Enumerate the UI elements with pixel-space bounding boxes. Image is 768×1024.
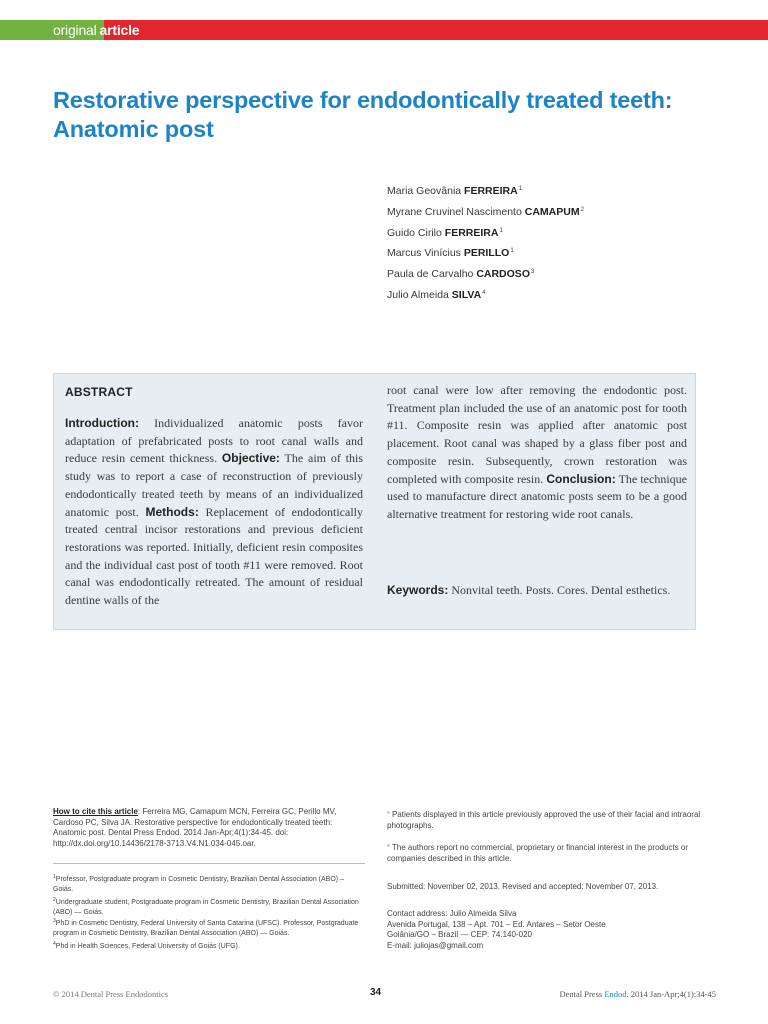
- header-red-band: [104, 20, 768, 40]
- affiliation-sup: 4: [53, 941, 56, 947]
- affiliation-sup: 2: [53, 897, 56, 903]
- objective-label: Objective:: [221, 451, 280, 466]
- affiliation-text: PhD in Cosmetic Dentistry, Federal University of Santa Catarina (UFSC). Professor, Postgraduate program in Cosmetic Dentistry, Brazilian Dental Association (ABO) — Goiás.: [53, 920, 359, 937]
- author: [387, 242, 584, 263]
- abstract-heading: ABSTRACT: [65, 385, 133, 399]
- affiliation: [53, 940, 365, 952]
- author-surname: SILVA: [451, 288, 482, 301]
- affiliation-text: Phd in Health Sciences, Federal University of Goiás (UFG).: [55, 943, 240, 950]
- author-affil-sup: 1: [518, 186, 523, 192]
- methods-text: Replacement of endodontically treated central incisor restorations and previous deficient restorations was reported. Initially, deficient resin composites and the individual cast post of tooth #11 were removed. Root canal was endodontically retreated. The amount of residual dentine walls of the: [65, 504, 364, 608]
- abstract-right-column: [387, 382, 687, 524]
- footer-journal: [559, 989, 716, 999]
- footer-copyright: © 2014 Dental Press Endodontics: [53, 989, 169, 999]
- affiliation: [53, 873, 365, 894]
- divider: [53, 863, 365, 864]
- author: [387, 180, 584, 201]
- contact-email: E-mail: juliojas@gmail.com: [387, 940, 484, 950]
- note-mark: »: [387, 843, 390, 849]
- author-given: Maria Geovânia: [387, 185, 462, 197]
- affiliation: [53, 917, 365, 938]
- author-affil-sup: 2: [580, 206, 584, 213]
- patient-consent-text: Patients displayed in this article previously approved the use of their facial and intraoral photographs.: [387, 810, 701, 830]
- note-mark: »: [387, 810, 390, 816]
- section-label-original: original: [53, 22, 97, 38]
- author-affil-sup: 4: [482, 289, 486, 296]
- author-surname: FERREIRA: [464, 185, 518, 197]
- methods-continued-text: root canal were low after removing the endodontic post. Treatment plan included the use of an anatomic post for tooth #11. Composite resin was applied after anatomic post placement. Root canal was shaped by a glass fiber post and composite resin. Subsequently, crown restoration was completed with composite resin.: [387, 383, 687, 486]
- author-given: Paula de Carvalho: [387, 268, 474, 281]
- intro-label: Introduction:: [65, 416, 139, 430]
- keywords-label: Keywords:: [387, 583, 449, 597]
- submission-dates: Submitted: November 02, 2013. Revised and accepted: November 07, 2013.: [387, 882, 659, 891]
- affiliation: [53, 896, 365, 917]
- section-label: [53, 20, 139, 40]
- abstract-box: [53, 373, 696, 630]
- contact-address: [387, 909, 702, 951]
- author-affil-sup: 1: [510, 248, 514, 255]
- affiliation-text: Undergraduate student, Postgraduate program in Cosmetic Dentistry, Brazilian Dental Association (ABO) — Goiás.: [53, 899, 359, 916]
- journal-name: Dental Press: [559, 989, 605, 999]
- keywords-text: Nonvital teeth. Posts. Cores. Dental esthetics.: [448, 583, 671, 597]
- citation-label: How to cite this article: [53, 807, 138, 816]
- affiliation-sup: 3: [53, 918, 56, 924]
- author-affil-sup: 1: [499, 227, 503, 234]
- contact-line: Avenida Portugal, 138 – Apt. 701 – Ed. Antares – Setor Oeste: [387, 919, 606, 929]
- author-surname: CARDOSO: [476, 268, 530, 281]
- objective-text: The aim of this study was to report a case of reconstruction of previously endodontically treated teeth by means of an individualized anatomic post.: [65, 451, 363, 519]
- journal-brand: Endod.: [604, 989, 629, 999]
- abstract-left-column: [65, 415, 363, 610]
- author-surname: FERREIRA: [444, 226, 499, 239]
- interest-note: [387, 841, 702, 864]
- author-given: Marcus Vinícius: [387, 247, 461, 260]
- conclusion-text: The technique used to manufacture direct anatomic posts seem to be a good alternative treatment for restoring wide root canals.: [387, 471, 687, 521]
- contact-line: Contact address: Julio Almeida Silva: [387, 909, 517, 918]
- citation-text: : Ferreira MG, Camapum MCN, Ferreira GC, Perillo MV, Cardoso PC, Silva JA. Restorative perspective for endodontically treated teeth: Anatomic post. Dental Press Endod. 2014 Jan-Apr;4(1):34-45. doi: http://dx.doi.org/10.14436/2178-3713.V4.N1.034-045.oar.: [53, 807, 337, 848]
- interest-text: The authors report no commercial, proprietary or financial interest in the products or companies described in this article.: [387, 843, 688, 863]
- page-number: 34: [370, 987, 382, 998]
- methods-label: Methods:: [145, 504, 199, 519]
- citation-block: [53, 807, 365, 849]
- conclusion-label: Conclusion:: [546, 471, 616, 486]
- author-list: [387, 180, 584, 305]
- section-header-bar: [0, 20, 768, 40]
- article-title: Restorative perspective for endodontically treated teeth: Anatomic post: [53, 87, 673, 142]
- affiliation-text: Professor, Postgraduate program in Cosmetic Dentistry, Brazilian Dental Association (ABO) – Goiás.: [53, 876, 344, 893]
- keywords: [387, 583, 687, 598]
- affiliation-sup: 1: [53, 874, 56, 880]
- author: [387, 201, 584, 222]
- contact-line: Goiânia/GO – Brazil — CEP: 74.140-020: [387, 930, 532, 939]
- section-label-article: article: [99, 22, 140, 38]
- author-given: Myrane Cruvinel Nascimento: [387, 205, 522, 218]
- journal-issue: 2014 Jan-Apr;4(1):34-45: [628, 989, 716, 999]
- author-surname: PERILLO: [463, 247, 510, 260]
- patient-consent-note: [387, 808, 702, 831]
- author-surname: CAMAPUM: [524, 205, 580, 218]
- author: [387, 284, 584, 305]
- author-given: Julio Almeida: [387, 288, 449, 301]
- author: [387, 263, 584, 284]
- author: [387, 222, 584, 243]
- author-given: Guido Cirilo: [387, 226, 442, 239]
- author-affil-sup: 3: [530, 269, 535, 276]
- intro-text: Individualized anatomic posts favor adaptation of prefabricated posts to root canal walls and reduce resin cement thickness.: [65, 416, 363, 466]
